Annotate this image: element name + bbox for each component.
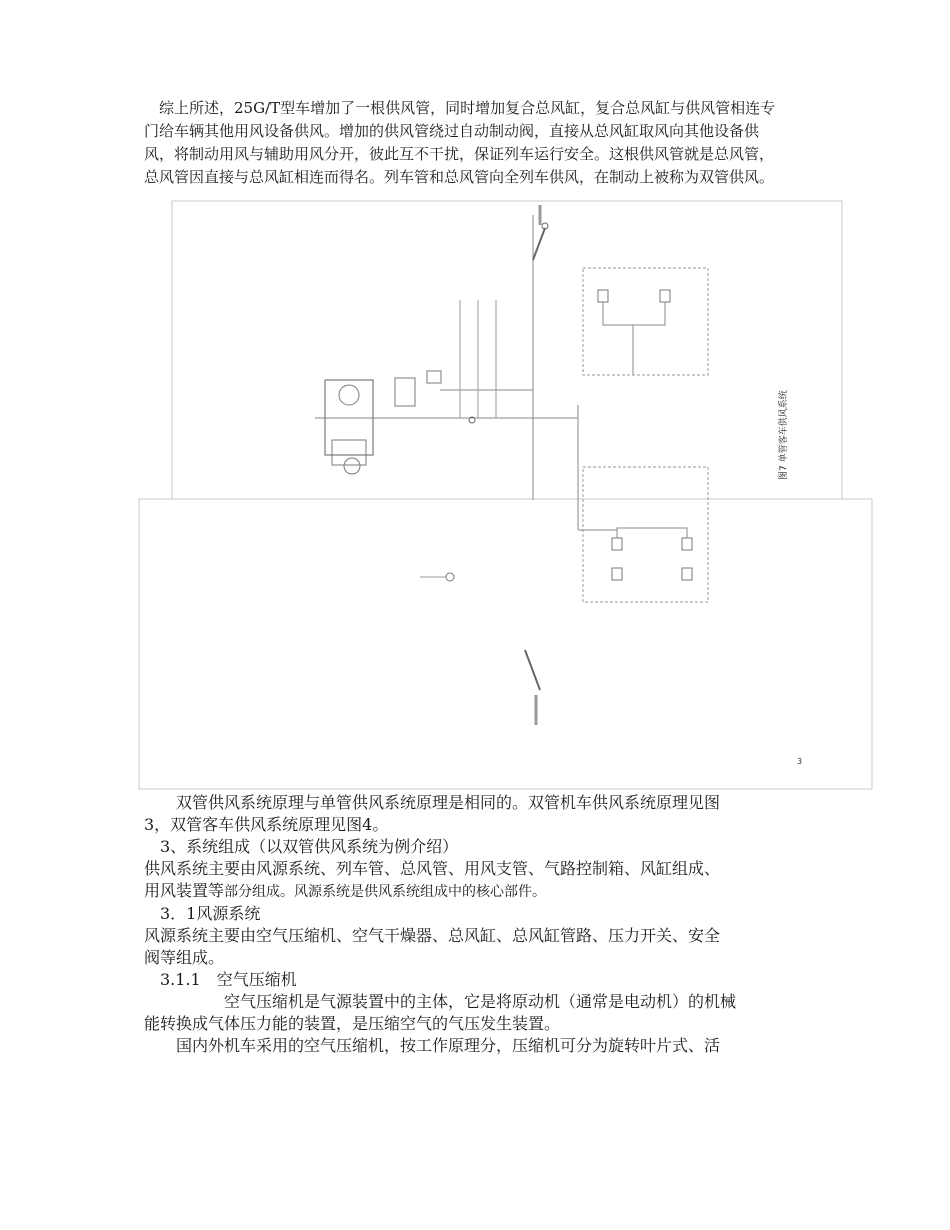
lower-box-comp-2 (682, 538, 692, 550)
lower-box-comp-1 (612, 538, 622, 550)
upper-box-comp-2 (660, 290, 670, 302)
body-line: 3，双管客车供风系统原理见图4。 (144, 815, 389, 834)
body-line: 风源系统主要由空气压缩机、空气干燥器、总风缸、总风缸管路、压力开关、安全 (144, 926, 721, 945)
compressor-wheel (344, 458, 360, 474)
body-line: 阀等组成。 (144, 948, 225, 967)
body-line: 空气压缩机是气源装置中的主体，它是将原动机（通常是电动机）的机械 (144, 992, 737, 1011)
body-line: 用风装置等部分组成。风源系统是供风系统组成中的核心部件。 (144, 881, 547, 900)
lower-box-comp-4 (682, 568, 692, 580)
lower-box-wiring (617, 528, 687, 538)
bottom-hose (525, 650, 540, 690)
upper-frame (172, 201, 842, 499)
compressor-base (332, 440, 366, 465)
intro-line: 风，将制动用风与辅助用风分开，彼此互不干扰，保证列车运行安全。这根供风管就是总风管， (144, 145, 775, 163)
intro-line: 总风管因直接与总风缸相连而得名。列车管和总风管向全列车供风，在制动上被称为双管供风。 (144, 168, 775, 186)
gauge-box (427, 371, 441, 383)
lower-frame (139, 499, 872, 789)
body-line: 双管供风系统原理与单管供风系统原理是相同的。双管机车供风系统原理见图 (144, 793, 721, 812)
body-line: 供风系统主要由风源系统、列车管、总风管、用风支管、气路控制箱、风缸组成、 (144, 859, 721, 878)
top-hose (533, 228, 545, 260)
compressor-head (339, 385, 359, 405)
lower-box-comp-3 (612, 568, 622, 580)
lower-valve (446, 573, 454, 581)
subsubsection-heading: 3.1.1 空气压缩机 (144, 970, 297, 989)
intro-line: 综上所述，25G/T型车增加了一根供风管，同时增加复合总风缸，复合总风缸与供风管相连专 (144, 99, 776, 117)
upper-dashed-box (583, 268, 708, 375)
figure-page-number: 3 (797, 757, 803, 766)
section-heading: 3、系统组成（以双管供风系统为例介绍） (144, 837, 459, 856)
upper-box-wiring (603, 302, 665, 325)
body-text (144, 792, 824, 1057)
figure-caption: 图7 单管客车供风系统 (779, 390, 789, 480)
subsection-heading: 3．1风源系统 (144, 904, 261, 923)
body-line: 国内外机车采用的空气压缩机，按工作原理分，压缩机可分为旋转叶片式、活 (144, 1036, 721, 1055)
lower-dashed-box (583, 467, 708, 602)
reservoir-small (395, 378, 415, 406)
intro-line: 门给车辆其他用风设备供风。增加的供风管绕过自动制动阀，直接从总风缸取风向其他设备供 (144, 122, 760, 140)
upper-box-comp-1 (598, 290, 608, 302)
body-line: 能转换成气体压力能的装置，是压缩空气的气压发生装置。 (144, 1014, 561, 1033)
